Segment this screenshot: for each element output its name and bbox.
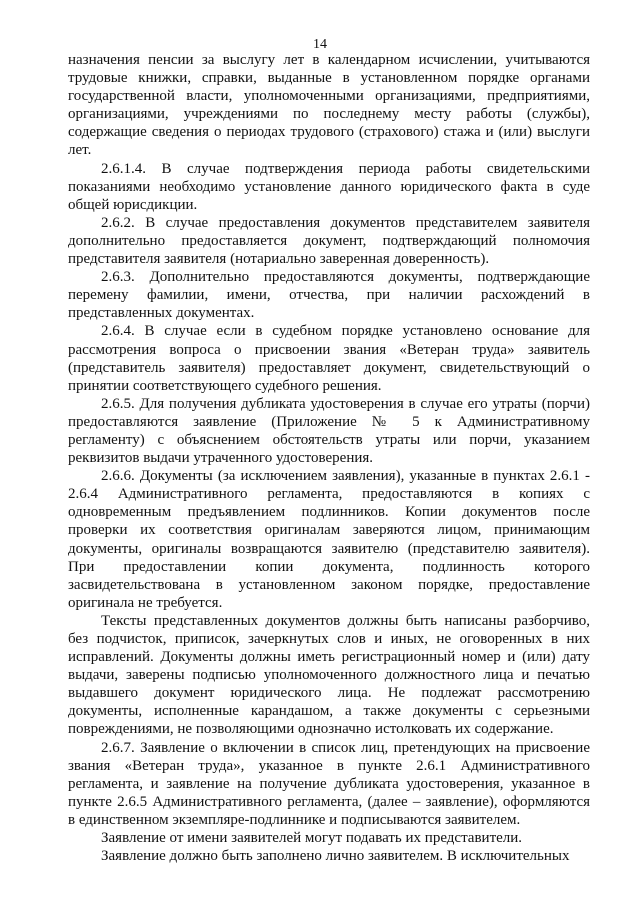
- page-number: 14: [313, 37, 327, 52]
- paragraph-continuation: назначения пенсии за выслугу лет в календарном исчислении, учитываются трудовые книжки, справки, выданные в установленном порядке органами государственной власти, уполномоченными организациями, предприятиями, организациями, учреждениями по последнему месту работы (службы), содержащие сведения о периодах трудового (страхового) стажа и (или) выслуги лет.: [68, 52, 590, 159]
- paragraph-2-6-2: 2.6.2. В случае предоставления документов представителем заявителя дополнительно предоставляется документ, подтверждающий полномочия представителя заявителя (нотариально заверенная доверенность).: [68, 214, 590, 268]
- paragraph-2-6-3: 2.6.3. Дополнительно предоставляются документы, подтверждающие перемену фамилии, имени, отчества, при наличии расхождений в представленных документах.: [68, 269, 590, 322]
- paragraph-2-6-7: 2.6.7. Заявление о включении в список лиц, претендующих на присвоение звания «Ветеран труда», указанное в пункте 2.6.1 Административного регламента, и заявление на получение дубликата удостоверения, указанное в пункте 2.6.5 Административного регламента, (далее – заявление), оформляются в единственном экземпляре-подлиннике и подписываются заявителем.: [68, 739, 590, 828]
- paragraph-representatives: Заявление от имени заявителей могут подавать их представители.: [101, 830, 523, 847]
- document-body: [68, 51, 590, 865]
- paragraph-2-6-1-4: 2.6.1.4. В случае подтверждения периода работы свидетельскими показаниями необходимо установление данного юридического факта в суде общей юрисдикции.: [68, 160, 590, 213]
- paragraph-2-6-4: 2.6.4. В случае если в судебном порядке установлено основание для рассмотрения вопроса о присвоении звания «Ветеран труда» заявитель (представитель заявителя) предоставляет документ, свидетельствующий о принятии соответствующего судебного решения.: [68, 323, 590, 394]
- paragraph-2-6-6: 2.6.6. Документы (за исключением заявления), указанные в пунктах 2.6.1 - 2.6.4 Административного регламента, предоставляются в копиях с одновременным предъявлением подлинников. Копии документов после проверки их соответствия оригиналам заверяются лицом, принимающим документы, оригиналы возвращаются заявителю (представителю заявителя). При предоставлении копии документа, подлинность которого засвидетельствована в установленном законом порядке, предоставление оригинала не требуется.: [68, 468, 590, 611]
- paragraph-document-requirements: Тексты представленных документов должны быть написаны разборчиво, без подчисток, приписок, зачеркнутых слов и иных, не оговоренных в них исправлений. Документы должны иметь регистрационный номер и (или) дату выдачи, заверены подписью уполномоченного должностного лица и печатью выдавшего документ юридического лица. Не подлежат рассмотрению документы, исполненные карандашом, а также документы с серьезными повреждениями, не позволяющими однозначно истолковать их содержание.: [68, 612, 590, 738]
- paragraph-personal-completion: Заявление должно быть заполнено лично заявителем. В исключительных: [101, 848, 570, 865]
- paragraph-2-6-5: 2.6.5. Для получения дубликата удостоверения в случае его утраты (порчи) предоставляются заявление (Приложение № 5 к Административному регламенту) с объяснением обстоятельств утраты или порчи, указанием реквизитов выдачи утраченного удостоверения.: [68, 395, 590, 467]
